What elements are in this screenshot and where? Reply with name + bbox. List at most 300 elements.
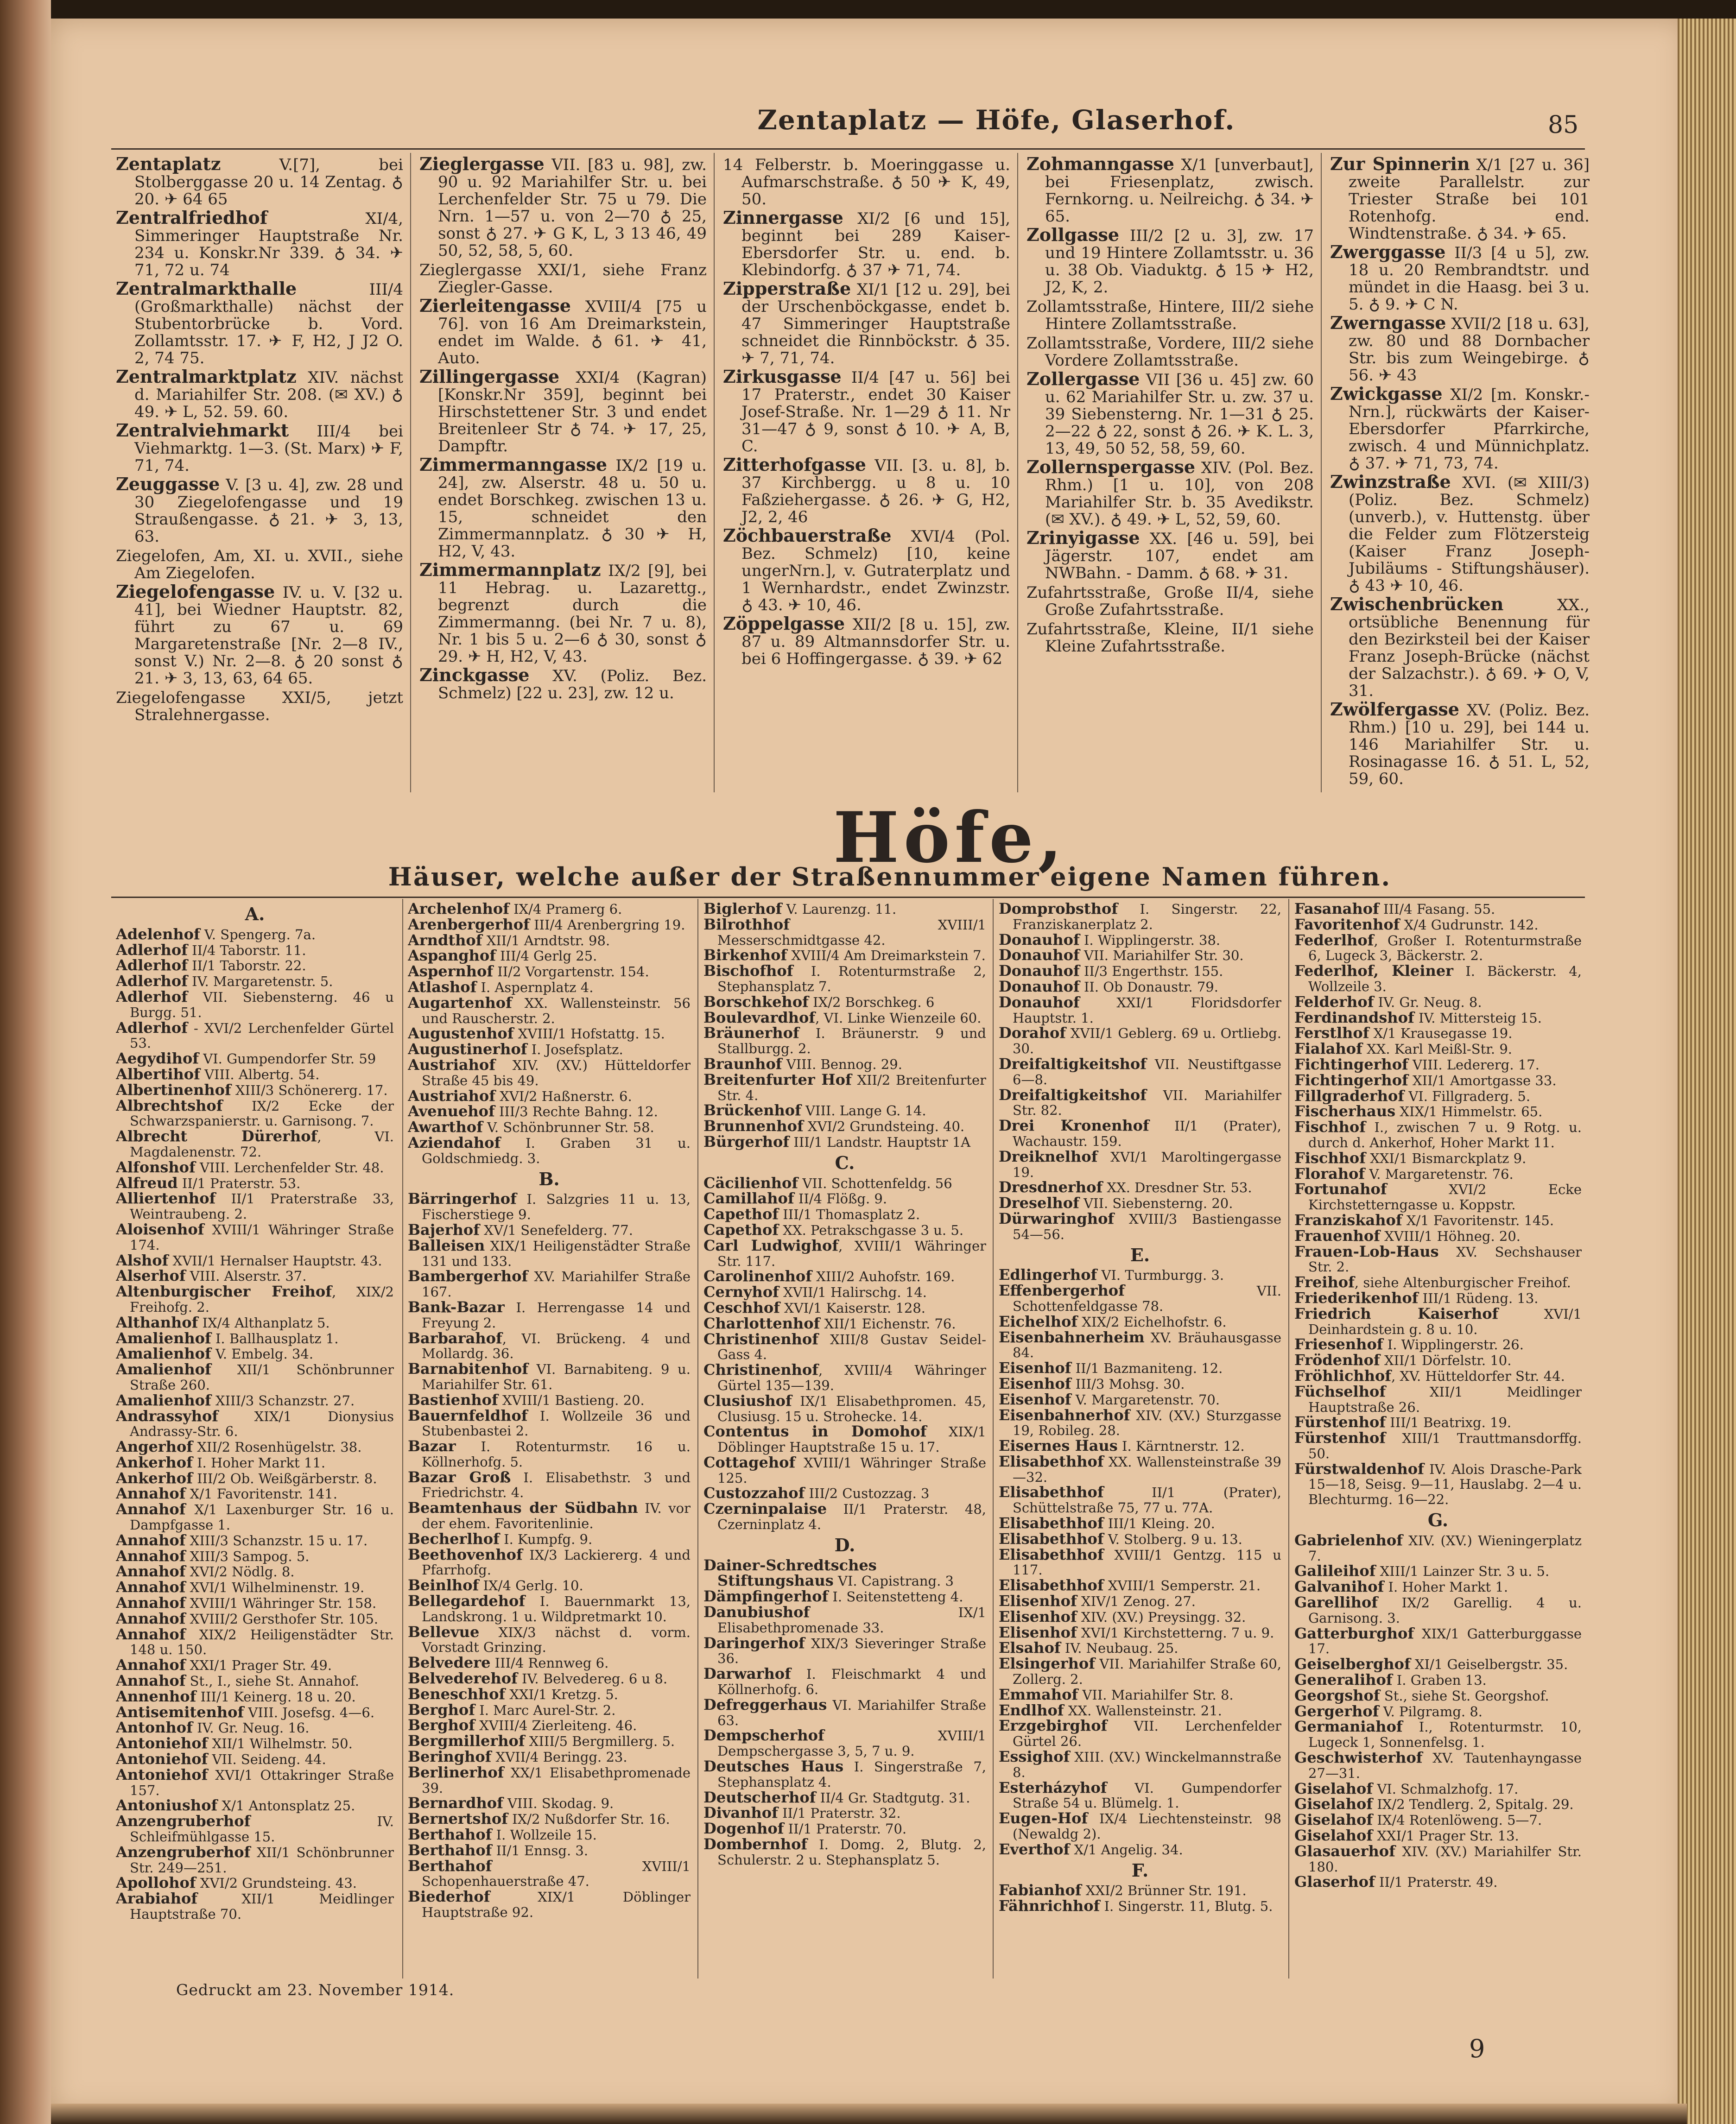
entry [408, 1889, 691, 1920]
entry-text: VI. Barnabiteng. 9 u. Mariahilfer Str. 61. [422, 1361, 691, 1392]
entry-text: IX/1 Elisabethpromenade 33. [717, 1605, 986, 1636]
entry-name: Dresdnerhof [999, 1178, 1103, 1196]
entry-name: Berghof [408, 1700, 475, 1719]
entry-name: Dreiknelhof [999, 1147, 1098, 1165]
entry [1026, 529, 1314, 582]
entry-text: I. Wipplingerstr. 38. [1079, 932, 1221, 948]
entry-text: III/2 Ob. Weißgärberstr. 8. [192, 1470, 377, 1486]
entry-name: Annahof [116, 1500, 186, 1518]
entry [408, 1827, 691, 1843]
entry-text: XV. Mariahilfer Straße 167. [422, 1269, 691, 1300]
entry [408, 1119, 691, 1135]
entry [116, 1439, 394, 1455]
entry-text: XXI/1 Prager Str. 49. [185, 1657, 332, 1674]
entry-name: Divanhof [703, 1804, 778, 1822]
entry [419, 260, 707, 296]
entry [703, 1424, 986, 1455]
entry-text: XIII/1 Lainzer Str. 3 u. 5. [1375, 1563, 1550, 1580]
section-rule [111, 897, 1585, 898]
entry-name: Dorahof [999, 1024, 1066, 1042]
entry [703, 1300, 986, 1316]
entry-text: IX/4 Pramerg 6. [509, 901, 622, 917]
letter-heading: B. [539, 1168, 560, 1189]
entry [1330, 701, 1590, 788]
entry [116, 1627, 394, 1658]
entry-name: Aspanghof [408, 947, 496, 965]
entry-name: Antonhof [116, 1719, 193, 1737]
entry-name: Friederikenhof [1294, 1289, 1419, 1307]
entry [999, 1485, 1281, 1516]
entry-text: XII/1 Amortgasse 33. [1408, 1072, 1557, 1088]
entry [703, 1103, 986, 1119]
entry [116, 1751, 394, 1767]
entry [999, 1811, 1281, 1842]
entry-name: Adlerhof [116, 972, 188, 990]
entry-text: Zollamtsstraße, Hintere, III/2 siehe Hintere Zollamtsstraße. [1026, 297, 1314, 333]
entry-text: XII/1 Meidlinger Hauptstraße 26. [1308, 1384, 1582, 1415]
entry-text: III/4 (Großmarkthalle) nächst der Stubentorbrücke b. Vord. Zollamtsstr. 17. ✈ F, H2, J J2 O. 2, 74 75. [134, 280, 403, 367]
entry-name: Gatterburghof [1294, 1624, 1414, 1642]
entry-text: XIII. (XV.) Winckelmannstraße 8. [1013, 1749, 1281, 1780]
entry [419, 155, 707, 259]
entry-text: XII/2 [8 u. 15], zw. 87 u. 89 Altmannsdorfer Str. u. bei 6 Hoffingergasse. ♁ 39. ✈ 62 [741, 615, 1010, 668]
entry [999, 1330, 1281, 1361]
entry [1026, 297, 1314, 333]
entry-text: I. Ballhausplatz 1. [211, 1330, 339, 1346]
entry [116, 1129, 394, 1160]
entry-name: Beneschhof [408, 1685, 506, 1703]
entry-text: X/1 [27 u. 36] zweite Parallelstr. zur Triester Straße bei 101 Rotenhofg. end. Windtenstraße. ♁ 34. ✈ 65. [1349, 156, 1590, 243]
entry-name: Elisabethhof [999, 1452, 1104, 1470]
entry-text: VI. Mariahilfer Straße 63. [717, 1697, 986, 1728]
entry-name: Bastienhof [408, 1391, 498, 1409]
entry-name: Annahof [116, 1562, 186, 1580]
entry-name: Ankerhof [116, 1453, 193, 1471]
entry [408, 1238, 691, 1269]
entry-text: II/3 Engerthstr. 155. [1079, 963, 1223, 980]
entry-text: II/1 Bazmaniteng. 12. [1071, 1360, 1223, 1377]
entry-name: Zollergasse [1026, 368, 1140, 389]
entry [703, 1134, 986, 1150]
entry-name: Capethof [703, 1205, 779, 1223]
entry [116, 546, 403, 582]
entry-name: Eisenhof [999, 1390, 1071, 1408]
page-number: 85 [1548, 111, 1579, 139]
entry [703, 1284, 986, 1300]
entry-text: VIII. Josefsg. 4—6. [244, 1704, 375, 1720]
entry-text: V. Spengerg. 7a. [200, 926, 316, 942]
entry-name: Emmahof [999, 1685, 1078, 1703]
letter-heading: F. [1131, 1859, 1149, 1881]
entry [1294, 1656, 1582, 1672]
entry-text: V. Margaretenstr. 76. [1365, 1166, 1514, 1182]
entry-name: Elisabethhof [999, 1530, 1104, 1548]
entry-name: Carl Ludwighof [703, 1236, 839, 1254]
entry-name: Biglerhof [703, 901, 782, 917]
entry-name: Zollernspergasse [1026, 456, 1196, 477]
entry [408, 1470, 691, 1501]
entry-name: Germaniahof [1294, 1718, 1403, 1736]
entry-text: XVI/2 Grundsteing. 40. [803, 1119, 965, 1135]
entry [116, 958, 394, 974]
entry [1294, 1119, 1582, 1150]
entry-text: XIX/2 Heiligenstädter Str. 148 u. 150. [130, 1626, 394, 1658]
entry-text: IV. Margaretenstr. 5. [187, 974, 333, 990]
column-rule [714, 153, 715, 792]
entry [408, 1392, 691, 1408]
entry-text: XIV. (XV.) Hütteldorfer Straße 45 bis 49. [422, 1057, 691, 1088]
entry [116, 209, 403, 279]
entry [419, 368, 707, 455]
entry-text: VI. Gumpendorfer Straße 54 u. Blümelg. 1. [1013, 1780, 1281, 1811]
entry [1294, 1337, 1582, 1353]
entry-text: 14 Felberstr. b. Moeringgasse u. Aufmarschstraße. ♁ 50 ✈ K, 49, 50. [723, 156, 1010, 209]
entry-name: Aloisenhof [116, 1220, 204, 1238]
entry-name: Belvederehof [408, 1669, 518, 1688]
entry-name: Zipperstraße [723, 278, 851, 299]
entry-text: I. Wollzeile 36 und Stubenbastei 2. [422, 1408, 691, 1439]
entry [999, 1118, 1281, 1149]
hoefe-column-4 [999, 901, 1281, 1976]
entry [116, 280, 403, 367]
entry [999, 1656, 1281, 1687]
entry-text: XXI/4 (Kagran) [Konskr.Nr 359], beginnt bei Hirschstettener Str. 3 und endet Breitenleer Str ♁ 74. ✈ 17, 25, Dampftr. [438, 368, 707, 455]
entry-name: Arenbergerhof [408, 915, 530, 933]
entry [1294, 917, 1582, 933]
hoefe-column-3 [703, 901, 986, 1976]
entry-name: Endlhof [999, 1701, 1064, 1719]
entry [1294, 1563, 1582, 1579]
entry [116, 583, 403, 687]
entry-text: IX/4 Rotenlöweng. 5—7. [1373, 1812, 1542, 1828]
entry [1294, 933, 1582, 964]
entry-name: Zimmermannplatz [419, 559, 601, 580]
entry-name: Bernertshof [408, 1810, 508, 1828]
entry-name: Annahof [116, 1594, 186, 1612]
print-note: Gedruckt am 23. November 1914. [176, 1981, 455, 1999]
entry-name: Annahof [116, 1625, 186, 1643]
entry [703, 1837, 986, 1868]
entry [408, 1655, 691, 1671]
entry [116, 1471, 394, 1486]
entry-text: II/1 (Prater), Schüttelstraße 75, 77 u. 77A. [1013, 1485, 1281, 1516]
entry-name: Elisabethhof [999, 1514, 1104, 1532]
entry-text: XVII/1 Halirschg. 14. [779, 1284, 927, 1301]
entry [116, 1284, 394, 1315]
entry-text: XVI/1 Kaiserstr. 128. [779, 1300, 926, 1316]
entry-name: Antoniushof [116, 1796, 218, 1814]
entry-name: Fichtingerhof [1294, 1055, 1408, 1073]
entry [419, 297, 707, 367]
entry-name: Glaserhof [1294, 1873, 1375, 1891]
entry-name: Cäcilienhof [703, 1174, 798, 1192]
entry-text: , siehe Altenburgischer Freihof. [1354, 1275, 1571, 1291]
entry-name: Bajerhof [408, 1220, 480, 1239]
entry-name: Garellihof [1294, 1593, 1378, 1612]
entry [703, 1269, 986, 1284]
entry-text: II/4 Taborstr. 11. [187, 942, 306, 958]
entry-name: Alfreud [116, 1174, 178, 1192]
entry [723, 280, 1010, 367]
entry-name: Adlerhof [116, 941, 188, 959]
entry [1026, 620, 1314, 655]
entry-text: I. Marc Aurel-Str. 2. [475, 1702, 616, 1718]
entry-text: XIII/5 Bergmillerg. 5. [525, 1733, 675, 1750]
entry [1330, 385, 1590, 472]
entry-text: II/1 Praterstr. 32. [778, 1805, 901, 1821]
entry-text: III/3 Mohsg. 30. [1071, 1376, 1185, 1392]
entry-text: , Großer I. Rotenturmstraße 6, Lugeck 3, Bäckerstr. 2. [1308, 932, 1582, 964]
entry-text: II/2 Vorgartenstr. 154. [493, 964, 649, 980]
entry [999, 1025, 1281, 1056]
entry [703, 1025, 986, 1056]
entry-name: Aegydihof [116, 1049, 199, 1068]
entry-text: I. Aspernplatz 4. [476, 979, 594, 995]
entry-text: VII. Mariahilfer Str. 82. [1013, 1087, 1281, 1119]
entry [999, 1408, 1281, 1439]
entry-text: I. Herrengasse 14 und Freyung 2. [422, 1299, 691, 1331]
entry-name: Augustenhof [408, 1024, 514, 1043]
entry-text: XIX/1 Gatterburggasse 17. [1308, 1625, 1582, 1657]
entry-name: Antisemitenhof [116, 1703, 244, 1721]
entry [116, 1191, 394, 1222]
entry-text: XX. Wallensteinstr. 21. [1064, 1702, 1222, 1719]
letter-heading: D. [834, 1534, 855, 1555]
entry-name: Zöppelgasse [723, 613, 845, 634]
entry [116, 1673, 394, 1689]
entry [408, 1088, 691, 1104]
entry-name: Bischofhof [703, 962, 793, 980]
section-subtitle: Häuser, welche außer der Straßennummer eigene Namen führen. [388, 862, 1392, 891]
entry [723, 615, 1010, 668]
entry-text: XV. Bräuhausgasse 84. [1013, 1329, 1281, 1361]
entry-name: Avenuehof [408, 1102, 495, 1120]
entry-name: Zinnergasse [723, 207, 843, 228]
entry-name: Bergmillerhof [408, 1732, 525, 1750]
entry-name: Fürstwaldenhof [1294, 1460, 1424, 1478]
entry-text: XIX/2 Eichelhofstr. 6. [1077, 1314, 1227, 1330]
entry-name: Elisenhof [999, 1607, 1077, 1625]
entry-text: III/4 Rennweg 6. [490, 1655, 609, 1671]
entry-name: Elisabethhof [999, 1483, 1104, 1501]
entry [999, 1376, 1281, 1392]
entry-text: I. Graben 31 u. Goldschmiedg. 3. [422, 1135, 691, 1166]
entry [703, 1191, 986, 1207]
entry-text: VIII. Lerchenfelder Str. 48. [195, 1159, 384, 1176]
entry [703, 963, 986, 994]
entry-name: Bauernfeldhof [408, 1406, 528, 1424]
entry-text: Zollamtsstraße, Vordere, III/2 siehe Vordere Zollamtsstraße. [1026, 334, 1314, 370]
entry-name: Zöchbauerstraße [723, 525, 892, 546]
entry-name: Deutscherhof [703, 1788, 816, 1806]
entry [703, 1222, 986, 1238]
entry-text: , XVIII/4 Währinger Gürtel 135—139. [717, 1362, 986, 1393]
column-rule [697, 899, 698, 1979]
entry-text: XVIII/1 Dempschergasse 3, 5, 7 u. 9. [717, 1728, 986, 1759]
entry-name: Balleisen [408, 1236, 485, 1254]
entry-name: Eisenhof [999, 1359, 1071, 1377]
entry-name: Cernyhof [703, 1283, 779, 1301]
entry-text: XVI/1 Kirchstetterng. 7 u. 9. [1077, 1625, 1274, 1641]
entry-text: VIII. Bennog. 29. [782, 1056, 902, 1072]
entry [408, 1057, 691, 1088]
entry [116, 1549, 394, 1564]
entry [723, 155, 1010, 208]
hoefe-column-1 [116, 901, 394, 1976]
entry-text: I. Hoher Markt 1. [1384, 1579, 1508, 1595]
entry [999, 1578, 1281, 1593]
entry-text: Zieglergasse XXI/1, siehe Franz Ziegler-Gasse. [419, 261, 707, 297]
entry [723, 368, 1010, 455]
entry [408, 1500, 691, 1531]
entry [408, 933, 691, 948]
entry-name: Arabiahof [116, 1890, 198, 1908]
entry-name: Dempscherhof [703, 1726, 824, 1745]
entry-name: Christinenhof [703, 1330, 818, 1348]
entry [408, 1671, 691, 1687]
entry [723, 456, 1010, 526]
entry-name: Zirkusgasse [723, 366, 842, 387]
entry-text: X/1 Favoritenstr. 145. [1402, 1212, 1554, 1228]
entry-name: Amalienhof [116, 1329, 211, 1347]
entry-name: Fähnrichhof [999, 1897, 1100, 1915]
entry [703, 1316, 986, 1332]
entry [419, 456, 707, 560]
entry-text: V.[7], bei Stolberggasse 20 u. 14 Zentag. ♁ 20. ✈ 64 65 [134, 156, 403, 209]
entry-text: XVIII/1 Höhneg. 20. [1380, 1228, 1521, 1244]
entry [408, 1269, 691, 1300]
entry-name: Camillahof [703, 1189, 794, 1207]
entry-text: XVIII/1 Schopenhauerstraße 47. [422, 1858, 691, 1890]
entry [408, 1300, 691, 1331]
entry-text: I. Elisabethstr. 3 und Friedrichstr. 4. [422, 1469, 691, 1501]
header-rule [111, 148, 1585, 150]
entry [1330, 155, 1590, 242]
entry-name: Florahof [1294, 1164, 1365, 1182]
entry [116, 1595, 394, 1611]
entry [116, 1657, 394, 1673]
entry-name: Fischhof [1294, 1149, 1366, 1167]
entry-name: Belvedere [408, 1654, 491, 1672]
entry [999, 1056, 1281, 1087]
entry-name: Eichelhof [999, 1312, 1078, 1330]
entry-text: IX/4 Althanplatz 5. [198, 1315, 330, 1331]
entry [999, 1842, 1281, 1858]
entry-text: X/1 Angelig. 34. [1070, 1841, 1183, 1858]
entry-text: XVIII/1 Gentzg. 115 u 117. [1013, 1547, 1281, 1578]
entry-text: VI. Schmalzhofg. 17. [1373, 1781, 1519, 1797]
entry-text: XII/1 Schönbrunner Straße 260. [130, 1362, 394, 1393]
entry-text: V. Pilgramg. 8. [1379, 1703, 1483, 1719]
entry-name: Archelenhof [408, 901, 509, 917]
entry-text: I. Salzgries 11 u. 13, Fischerstiege 9. [422, 1191, 691, 1223]
entry-text: II/4 Gr. Stadtgutg. 31. [816, 1789, 970, 1806]
entry-text: XIII/3 Schanzstr. 27. [211, 1392, 355, 1409]
entry-text: XVI/2 Haßnerstr. 6. [495, 1088, 632, 1104]
entry-text: XX. Petrakschgasse 3 u. 5. [779, 1222, 964, 1238]
entry [116, 942, 394, 958]
entry-name: Zillingergasse [419, 366, 560, 387]
entry [1294, 1150, 1582, 1166]
entry-text: XVI/2 Nödlg. 8. [185, 1564, 295, 1580]
entry-name: Berghof [408, 1716, 475, 1734]
entry [999, 1211, 1281, 1242]
entry-text: IX/3 Lackiererg. 4 und Pfarrhofg. [422, 1547, 691, 1578]
entry [999, 1749, 1281, 1780]
street-column-1 [116, 155, 403, 795]
entry-text: I. Josefsplatz. [527, 1042, 623, 1058]
entry [116, 1253, 394, 1269]
entry-text: XVII/2 [18 u. 63], zw. 80 und 88 Dornbacher Str. bis zum Weingebirge. ♁ 56. ✈ 43 [1349, 315, 1590, 385]
entry [1294, 901, 1582, 917]
entry-text: XI/1 Geiselbergstr. 35. [1410, 1656, 1568, 1673]
entry [999, 963, 1281, 979]
entry-text: XIX/1 Döblinger Hauptstraße 15 u. 17. [717, 1424, 986, 1455]
entry [1294, 1057, 1582, 1073]
entry-name: Zentralmarkthalle [116, 278, 297, 299]
entry-name: Adlerhof [116, 987, 188, 1005]
entry-text: XIII/3 Sampog. 5. [185, 1548, 310, 1564]
entry-text: XVI/2 Grundsteing. 43. [196, 1875, 357, 1891]
entry-text: XV. (Poliz. Bez. Rhm.) [10 u. 29], bei 144 u. 146 Mariahilfer Str. u. Rosinagasse 16. ♁ 51. L, 52, 59, 60. [1349, 701, 1590, 788]
entry [703, 1176, 986, 1191]
letter-heading: G. [1427, 1510, 1449, 1531]
entry [703, 1697, 986, 1728]
entry-name: Zwickgasse [1330, 383, 1443, 404]
entry-name: Zeuggasse [116, 474, 220, 494]
entry-text: II/4 Flößg. 9. [794, 1191, 887, 1207]
entry-name: Apollohof [116, 1874, 196, 1892]
entry-text: III/4 bei Viehmarktg. 1—3. (St. Marx) ✈ F, 71, 74. [134, 422, 403, 475]
entry-name: Brückenhof [703, 1101, 801, 1119]
entry-name: Generalihof [1294, 1671, 1393, 1689]
entry [723, 527, 1010, 614]
entry-name: Drei Kronenhof [999, 1117, 1149, 1135]
entry [703, 1501, 986, 1532]
entry-name: Zwinzstraße [1330, 471, 1451, 492]
entry [408, 1104, 691, 1119]
street-column-5 [1330, 155, 1590, 795]
entry [408, 1625, 691, 1656]
column-rule [1017, 153, 1018, 792]
entry [408, 1135, 691, 1166]
entry [1330, 314, 1590, 384]
entry-text: I., zwischen 7 u. 9 Rotg. u. durch d. Ankerhof, Hoher Markt 11. [1308, 1119, 1582, 1150]
entry [999, 1360, 1281, 1376]
entry [116, 974, 394, 989]
entry-text: XVI/1 Maroltingergasse 19. [1013, 1149, 1281, 1180]
entry [1026, 334, 1314, 369]
entry-name: Angerhof [116, 1438, 193, 1456]
entry-name: Domprobsthof [999, 901, 1118, 917]
entry-name: Edlingerhof [999, 1266, 1097, 1284]
entry-text: XIX/1 Döblinger Hauptstraße 92. [422, 1889, 691, 1920]
entry [1026, 226, 1314, 296]
entry-text: XI/2 [m. Konskr.-Nrn.], rückwärts der Kaiser-Ebersdorfer Pfarrkirche, zwisch. 4 und Münnichplatz. ♁ 37. ✈ 71, 73, 74. [1349, 386, 1590, 473]
entry-text: III/2 [2 u. 3], zw. 17 und 19 Hintere Zollamtsstr. u. 36 u. 38 Ob. Viaduktg. ♁ 15 ✈ H2, J2, K, 2. [1045, 227, 1314, 297]
entry [703, 994, 986, 1010]
entry [116, 1814, 394, 1845]
entry-name: Dämpfingerhof [703, 1587, 829, 1606]
letter-heading: C. [835, 1152, 855, 1173]
entry [1294, 1595, 1582, 1626]
entry-text: III/4 Arenbergring 19. [529, 917, 685, 933]
entry-name: Annahof [116, 1656, 186, 1674]
entry-name: Zwölfergasse [1330, 699, 1459, 720]
entry-name: Fialahof [1294, 1040, 1362, 1058]
entry-name: Fortunahof [1294, 1180, 1387, 1198]
entry [408, 1331, 691, 1362]
